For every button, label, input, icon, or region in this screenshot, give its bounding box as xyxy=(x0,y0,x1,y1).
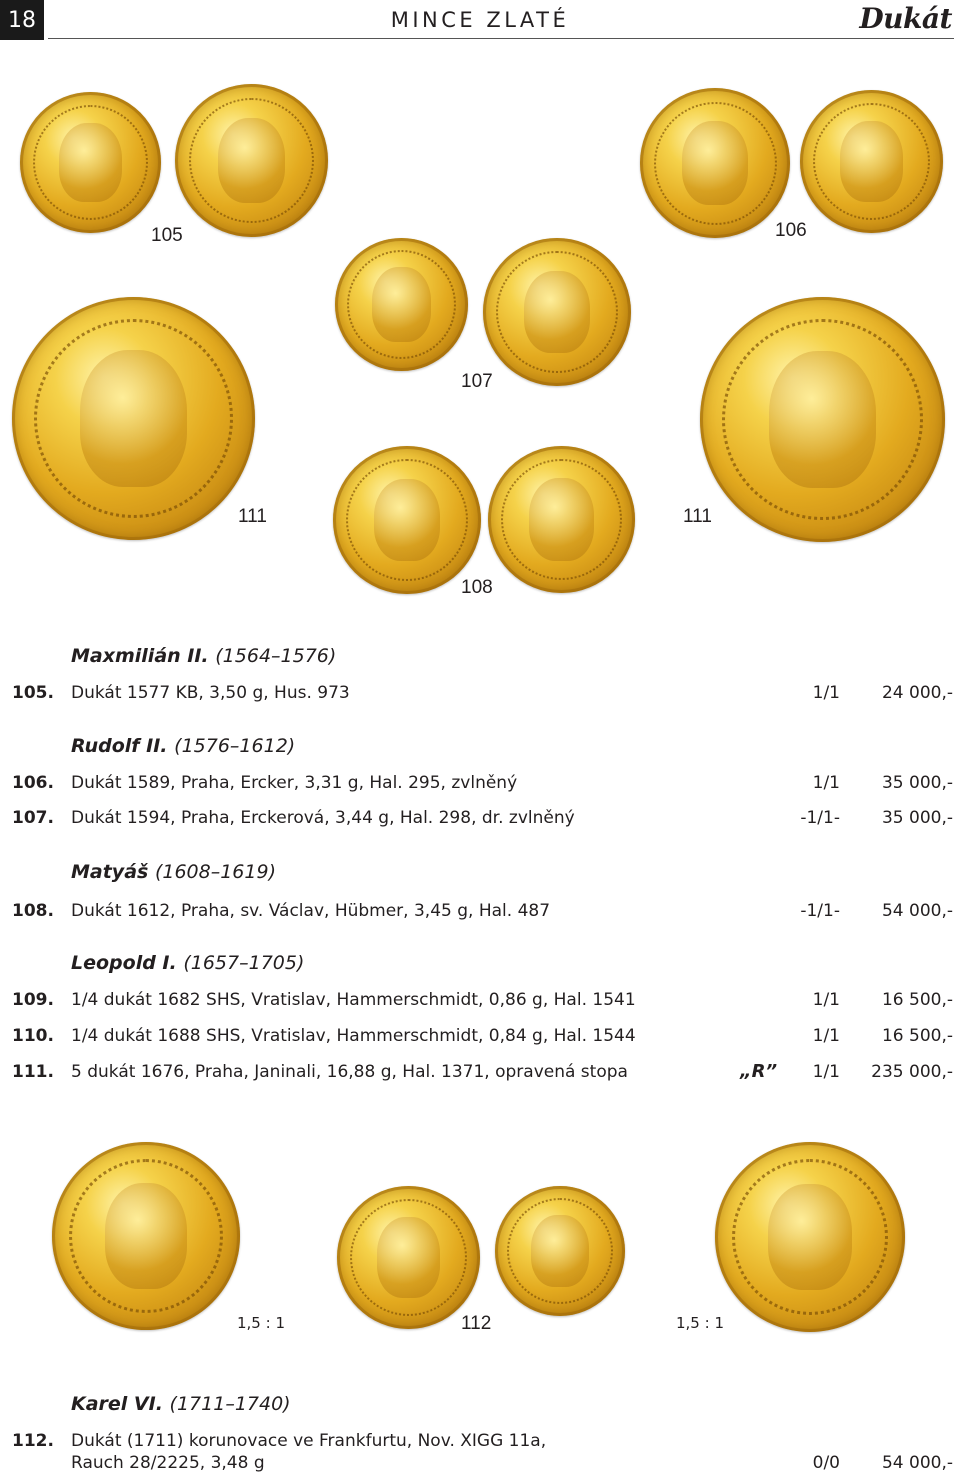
coin-112-obverse-image xyxy=(337,1186,480,1329)
coin-106-reverse-image xyxy=(800,90,943,233)
coin-111-obverse-image xyxy=(12,297,255,540)
coin-106-obverse-image xyxy=(640,88,790,238)
lot-price: 235 000,- xyxy=(871,1062,953,1082)
ruler-heading: Karel VI. (1711–1740) xyxy=(71,1393,291,1415)
lot-grade: -1/1- xyxy=(800,901,840,921)
coin-label-112: 112 xyxy=(461,1313,492,1334)
coin-label-105: 105 xyxy=(151,225,183,246)
lot-price: 35 000,- xyxy=(881,773,953,793)
ratio-label-left: 1,5 : 1 xyxy=(237,1314,285,1332)
lot-description: 1/4 dukát 1682 SHS, Vratislav, Hammerschmidt, 0,86 g, Hal. 1541 xyxy=(71,990,636,1010)
coin-108-reverse-image xyxy=(488,446,635,593)
lot-number: 112. xyxy=(12,1431,54,1451)
coin-label-111-left: 111 xyxy=(238,506,267,527)
coin-label-106: 106 xyxy=(775,220,807,241)
lot-description: 5 dukát 1676, Praha, Janinali, 16,88 g, Hal. 1371, opravená stopa xyxy=(71,1062,628,1082)
coin-105-reverse-image xyxy=(175,84,328,237)
coin-107-reverse-image xyxy=(483,238,631,386)
lot-number: 110. xyxy=(12,1026,54,1046)
section-title: MINCE ZLATÉ xyxy=(390,8,570,32)
header-divider xyxy=(48,38,954,39)
lot-grade: -1/1- xyxy=(800,808,840,828)
lot-number: 109. xyxy=(12,990,54,1010)
lot-rarity-mark: „R” xyxy=(740,1061,778,1082)
lot-description: 1/4 dukát 1688 SHS, Vratislav, Hammerschmidt, 0,84 g, Hal. 1544 xyxy=(71,1026,636,1046)
page-number: 18 xyxy=(0,0,44,40)
lot-grade: 0/0 xyxy=(812,1453,840,1473)
lot-price: 35 000,- xyxy=(881,808,953,828)
lot-price: 24 000,- xyxy=(881,683,953,703)
lot-description: Dukát 1577 KB, 3,50 g, Hus. 973 xyxy=(71,683,350,703)
lot-price: 16 500,- xyxy=(881,990,953,1010)
ruler-heading: Matyáš (1608–1619) xyxy=(71,861,276,883)
ruler-heading: Leopold I. (1657–1705) xyxy=(71,952,305,974)
brand-logo: Dukát xyxy=(859,2,952,35)
lot-grade: 1/1 xyxy=(812,683,840,703)
coin-112-obverse-enlarged-image xyxy=(52,1142,240,1330)
coin-label-108: 108 xyxy=(461,577,493,598)
lot-number: 111. xyxy=(12,1062,54,1082)
lot-price: 16 500,- xyxy=(881,1026,953,1046)
coin-112-reverse-image xyxy=(495,1186,625,1316)
lot-grade: 1/1 xyxy=(812,1026,840,1046)
coin-112-reverse-enlarged-image xyxy=(715,1142,905,1332)
lot-description: Dukát 1589, Praha, Ercker, 3,31 g, Hal. 295, zvlněný xyxy=(71,773,518,793)
coin-label-107: 107 xyxy=(461,371,493,392)
lot-grade: 1/1 xyxy=(812,990,840,1010)
lot-grade: 1/1 xyxy=(812,773,840,793)
lot-number: 105. xyxy=(12,683,54,703)
lot-number: 108. xyxy=(12,901,54,921)
lot-price: 54 000,- xyxy=(881,1453,953,1473)
lot-description: Dukát 1612, Praha, sv. Václav, Hübmer, 3,45 g, Hal. 487 xyxy=(71,901,551,921)
coin-108-obverse-image xyxy=(333,446,481,594)
coin-111-reverse-image xyxy=(700,297,945,542)
lot-number: 107. xyxy=(12,808,54,828)
lot-description: Dukát (1711) korunovace ve Frankfurtu, Nov. XIGG 11a, xyxy=(71,1431,547,1451)
ratio-label-right: 1,5 : 1 xyxy=(676,1314,724,1332)
lot-grade: 1/1 xyxy=(812,1062,840,1082)
coin-105-obverse-image xyxy=(20,92,161,233)
lot-number: 106. xyxy=(12,773,54,793)
ruler-heading: Rudolf II. (1576–1612) xyxy=(71,735,296,757)
lot-description-continued: Rauch 28/2225, 3,48 g xyxy=(71,1453,265,1473)
lot-description: Dukát 1594, Praha, Erckerová, 3,44 g, Hal. 298, dr. zvlněný xyxy=(71,808,575,828)
coin-label-111-right: 111 xyxy=(683,506,712,527)
ruler-heading: Maxmilián II. (1564–1576) xyxy=(71,645,337,667)
coin-107-obverse-image xyxy=(335,238,468,371)
lot-price: 54 000,- xyxy=(881,901,953,921)
